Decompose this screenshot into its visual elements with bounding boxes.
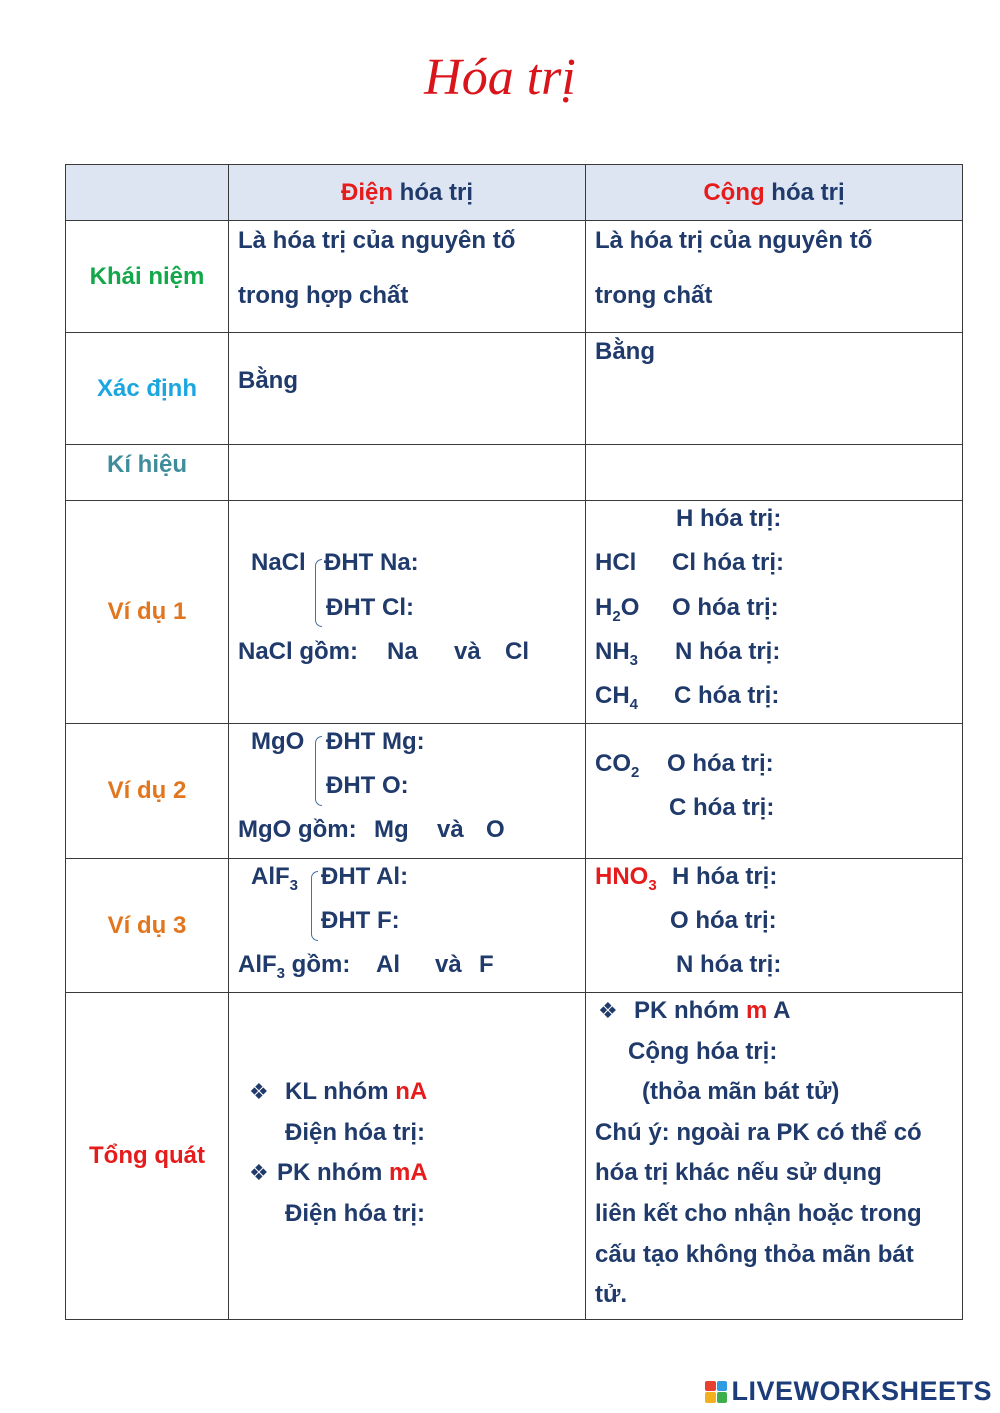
general-cov-note-2: hóa trị khác nếu sử dụng: [595, 1159, 882, 1186]
ex3-covalent: [586, 859, 963, 993]
row-symbol: [66, 445, 963, 501]
header-ionic-rest: hóa trị: [393, 178, 474, 206]
ex2-c: C hóa trị:: [669, 794, 775, 821]
ex1-n: N hóa trị:: [675, 638, 781, 665]
logo-icon: [705, 1381, 727, 1403]
general-cov-bullet: ❖: [598, 998, 618, 1023]
ex3-formula: AlF$_3$: [251, 863, 299, 894]
ex1-cl: Cl hóa trị:: [672, 549, 784, 576]
general-ionic-pk-val: Điện hóa trị:: [285, 1200, 426, 1227]
ex3-line1: ĐHT Al:: [321, 863, 409, 890]
ex2-co2: $CO_2$: [595, 750, 640, 781]
general-ionic-bullet-1: ❖: [249, 1079, 269, 1104]
ex1-sum: NaCl gồm:: [238, 638, 358, 665]
ex2-brace: [315, 736, 322, 806]
label-symbol: Kí hiệu: [66, 445, 229, 501]
general-cov-line3: (thỏa mãn bát tử): [642, 1078, 840, 1105]
ex3-a: Al: [376, 951, 400, 978]
ex3-hno3: $HNO_3$: [595, 863, 657, 894]
header-covalent: [586, 165, 963, 221]
ex3-sum: AlF$_3$ gồm:: [238, 951, 351, 982]
liveworksheets-logo: [705, 1376, 992, 1407]
label-concept: Khái niệm: [66, 221, 229, 333]
general-cov-note-5: tử.: [595, 1281, 628, 1308]
ex1-line1: ĐHT Na:: [324, 549, 419, 576]
determine-ionic-text: Bằng: [238, 367, 298, 394]
row-determine: [66, 333, 963, 445]
valence-table: [65, 164, 963, 1320]
ex1-ionic: [229, 501, 586, 724]
ex1-h: H hóa trị:: [676, 505, 782, 532]
row-example-3: [66, 859, 963, 993]
header-row: [66, 165, 963, 221]
ex2-formula: MgO: [251, 728, 305, 755]
determine-covalent-text: Bằng: [595, 338, 655, 365]
page-title: Hóa trị: [424, 49, 576, 106]
ex1-formula: NaCl: [251, 549, 306, 576]
row-concept: [66, 221, 963, 333]
general-cov-note-4: cấu tạo không thỏa mãn bát: [595, 1241, 914, 1268]
ex1-line2: ĐHT Cl:: [326, 594, 414, 621]
ex2-b: O: [486, 816, 505, 843]
concept-ionic-line1: Là hóa trị của nguyên tố: [238, 227, 516, 254]
row-example-1: [66, 501, 963, 724]
ex1-hcl: HCl: [595, 549, 637, 576]
concept-covalent: [586, 221, 963, 333]
row-general: [66, 993, 963, 1320]
row-example-2: [66, 724, 963, 859]
concept-ionic: [229, 221, 586, 333]
ex3-ionic: [229, 859, 586, 993]
ex2-ionic: [229, 724, 586, 859]
general-covalent: [586, 993, 963, 1320]
ex1-covalent: [586, 501, 963, 724]
ex3-line2: ĐHT F:: [321, 907, 400, 934]
label-general: Tổng quát: [66, 993, 229, 1320]
general-cov-line2: Cộng hóa trị:: [628, 1038, 778, 1065]
ex2-a: Mg: [374, 816, 409, 843]
general-ionic: [229, 993, 586, 1320]
label-example-2: Ví dụ 2: [66, 724, 229, 859]
ex2-line1: ĐHT Mg:: [326, 728, 425, 755]
ex1-ch4: $CH_4$: [595, 682, 639, 713]
ex3-and: và: [435, 951, 462, 978]
ex3-b: F: [479, 951, 494, 978]
determine-ionic: [229, 333, 586, 445]
ex3-o: O hóa trị:: [670, 907, 777, 934]
general-ionic-kl: KL nhóm nA: [285, 1078, 428, 1105]
general-ionic-bullet-2: ❖: [249, 1160, 269, 1185]
concept-ionic-line2: trong hợp chất: [238, 282, 409, 309]
general-cov-note-3: liên kết cho nhận hoặc trong: [595, 1200, 922, 1227]
header-covalent-red: Cộng: [703, 178, 765, 206]
ex1-nh3: $NH_3$: [595, 638, 639, 669]
general-ionic-pk: PK nhóm mA: [277, 1159, 428, 1186]
logo-text: LIVEWORKSHEETS: [731, 1376, 992, 1406]
header-empty-cell: [66, 165, 229, 221]
header-covalent-rest: hóa trị: [764, 178, 845, 206]
ex2-sum: MgO gồm:: [238, 816, 357, 843]
symbol-ionic: [229, 445, 586, 501]
label-example-1: Ví dụ 1: [66, 501, 229, 724]
header-ionic: [229, 165, 586, 221]
ex2-covalent: [586, 724, 963, 859]
concept-covalent-line2: trong chất: [595, 282, 713, 309]
determine-covalent: [586, 333, 963, 445]
ex1-o: O hóa trị:: [672, 594, 779, 621]
ex2-and: và: [437, 816, 464, 843]
ex3-h: H hóa trị:: [672, 863, 778, 890]
label-determine: Xác định: [66, 333, 229, 445]
ex1-b: Cl: [505, 638, 529, 665]
general-ionic-kl-val: Điện hóa trị:: [285, 1119, 426, 1146]
ex1-and: và: [454, 638, 481, 665]
ex2-line2: ĐHT O:: [326, 772, 409, 799]
general-cov-note-1: Chú ý: ngoài ra PK có thể có: [595, 1119, 922, 1146]
symbol-covalent: [586, 445, 963, 501]
general-cov-pk: PK nhóm m A: [634, 997, 791, 1024]
ex1-h2o: $H_2O$: [595, 594, 640, 625]
header-ionic-red: Điện: [340, 178, 393, 206]
ex1-a: Na: [387, 638, 418, 665]
ex2-o: O hóa trị:: [667, 750, 774, 777]
ex3-n: N hóa trị:: [676, 951, 782, 978]
label-example-3: Ví dụ 3: [66, 859, 229, 993]
ex3-brace: [311, 871, 318, 941]
concept-covalent-line1: Là hóa trị của nguyên tố: [595, 227, 873, 254]
ex1-c: C hóa trị:: [674, 682, 780, 709]
ex1-brace: [315, 559, 322, 627]
